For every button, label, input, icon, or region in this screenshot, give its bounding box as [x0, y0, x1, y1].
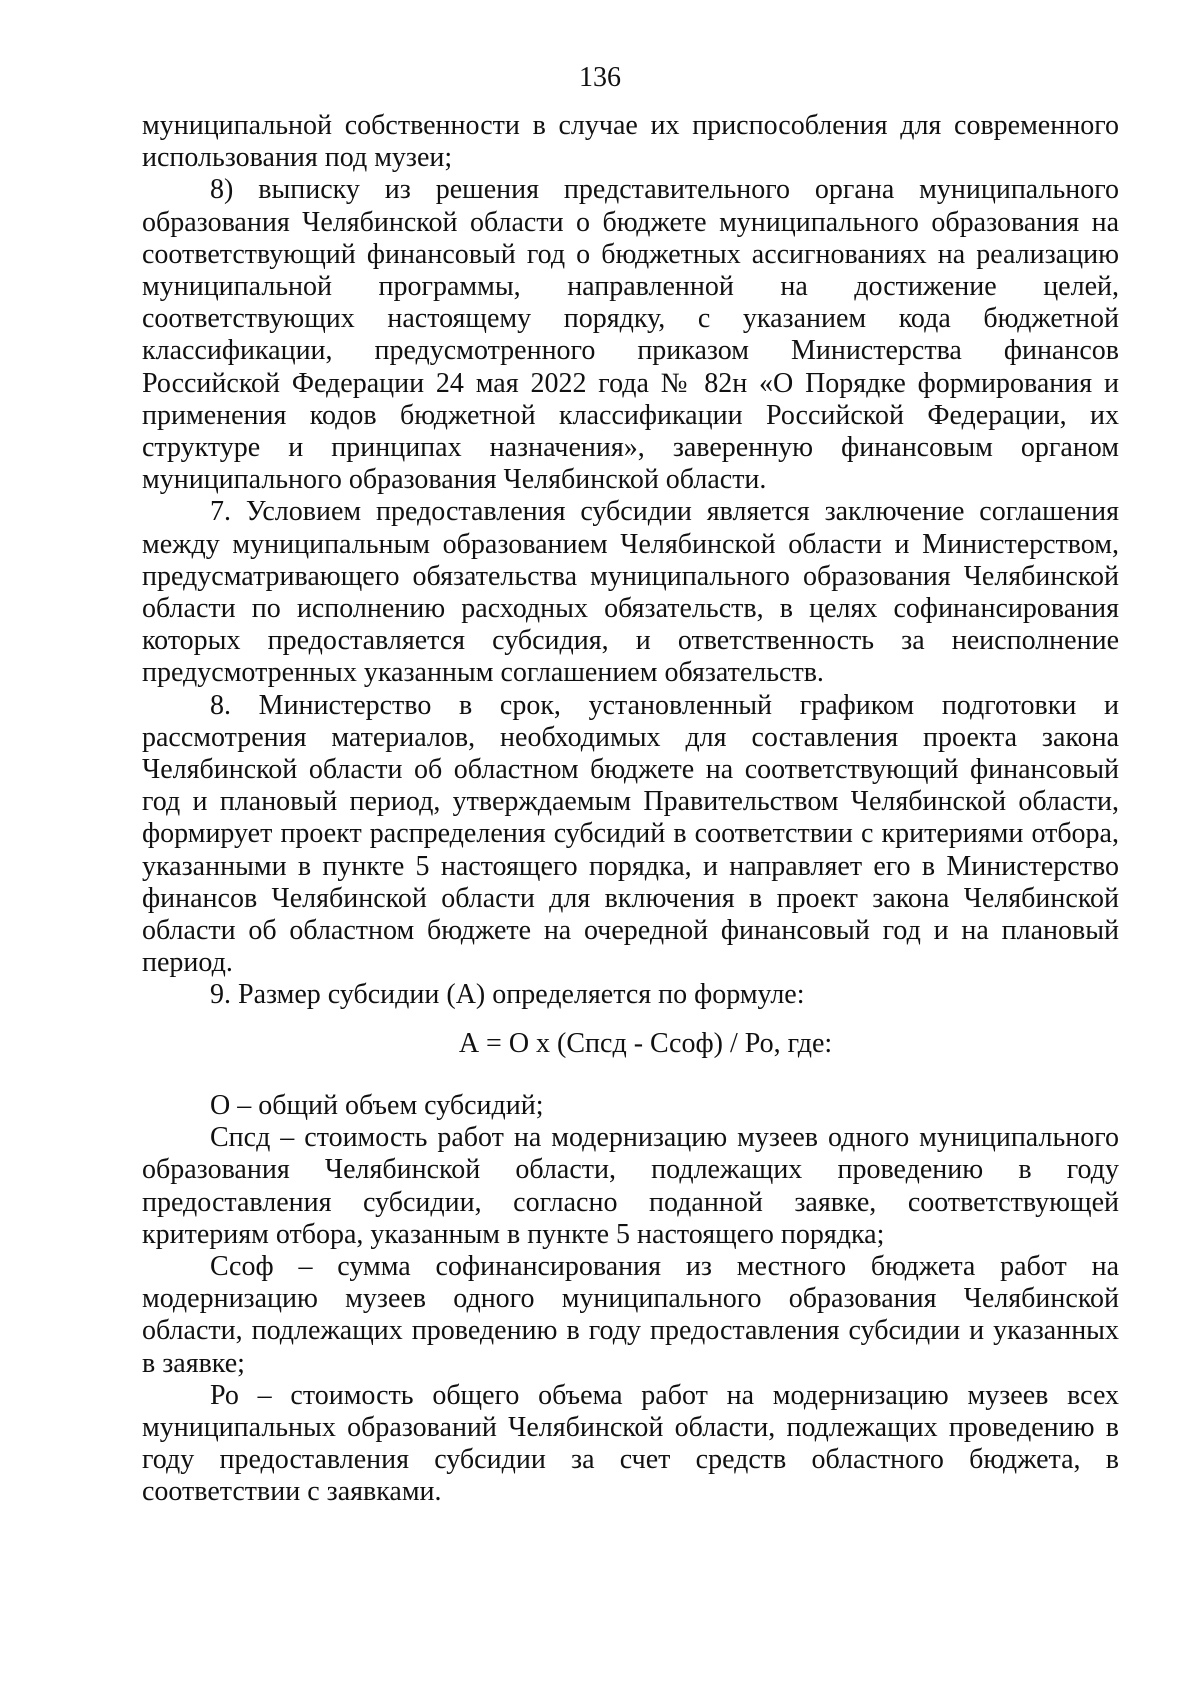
- page-number: 136: [579, 62, 621, 93]
- paragraph-section-7: 7. Условием предоставления субсидии является заключение соглашения между муниципальным образованием Челябинской области и Министерством, предусматривающего обязательства муниципального образования Челябинской области по исполнению расходных обязательств, в целях софинансирования которых предоставляется субсидия, и ответственность за неисполнение предусмотренных указанным соглашением обязательств.: [142, 496, 1119, 689]
- paragraph-continuation: муниципальной собственности в случае их приспособления для современного использования под музеи;: [142, 110, 1119, 174]
- paragraph-item-8: 8) выписку из решения представительного органа муниципального образования Челябинской области о бюджете муниципального образования на соответствующий финансовый год о бюджетных ассигнованиях на реализацию муниципальной программы, направленной на достижение целей, соответствующих настоящему порядку, с указанием кода бюджетной классификации, предусмотренного приказом Министерства финансов Российской Федерации 24 мая 2022 года № 82н «О Порядке формирования и применения кодов бюджетной классификации Российской Федерации, их структуре и принципах назначения», заверенную финансовым органом муниципального образования Челябинской области.: [142, 174, 1119, 496]
- paragraph-section-9: 9. Размер субсидии (А) определяется по формуле:: [210, 979, 805, 1011]
- formula-definitions: [142, 1090, 1119, 1509]
- definition-ro: Ро – стоимость общего объема работ на модернизацию музеев всех муниципальных образований Челябинской области, подлежащих проведению в году предоставления субсидии за счет средств областного бюджета, в соответствии с заявками.: [142, 1379, 1119, 1508]
- definition-ssof: Ссоф – сумма софинансирования из местного бюджета работ на модернизацию музеев одного муниципального образования Челябинской области, подлежащих проведению в году предоставления субсидии и указанных в заявке;: [142, 1250, 1119, 1379]
- definition-spsd: Спсд – стоимость работ на модернизацию музеев одного муниципального образования Челябинской области, подлежащих проведению в году предоставления субсидии, согласно поданной заявке, соответствующей критериям отбора, указанным в пункте 5 настоящего порядка;: [142, 1122, 1119, 1250]
- subsidy-formula: А = О х (Спсд - Ссоф) / Ро, где:: [458, 1027, 833, 1059]
- document-body: [142, 110, 1119, 1509]
- paragraph-section-8: 8. Министерство в срок, установленный графиком подготовки и рассмотрения материалов, необходимых для составления проекта закона Челябинской области об областном бюджете на соответствующий финансовый год и плановый период, утверждаемым Правительством Челябинской области, формирует проект распределения субсидий в соответствии с критериями отбора, указанными в пункте 5 настоящего порядка, и направляет его в Министерство финансов Челябинской области для включения в проект закона Челябинской области об областном бюджете на очередной финансовый год и на плановый период.: [142, 689, 1119, 979]
- definition-o: О – общий объем субсидий;: [210, 1089, 544, 1121]
